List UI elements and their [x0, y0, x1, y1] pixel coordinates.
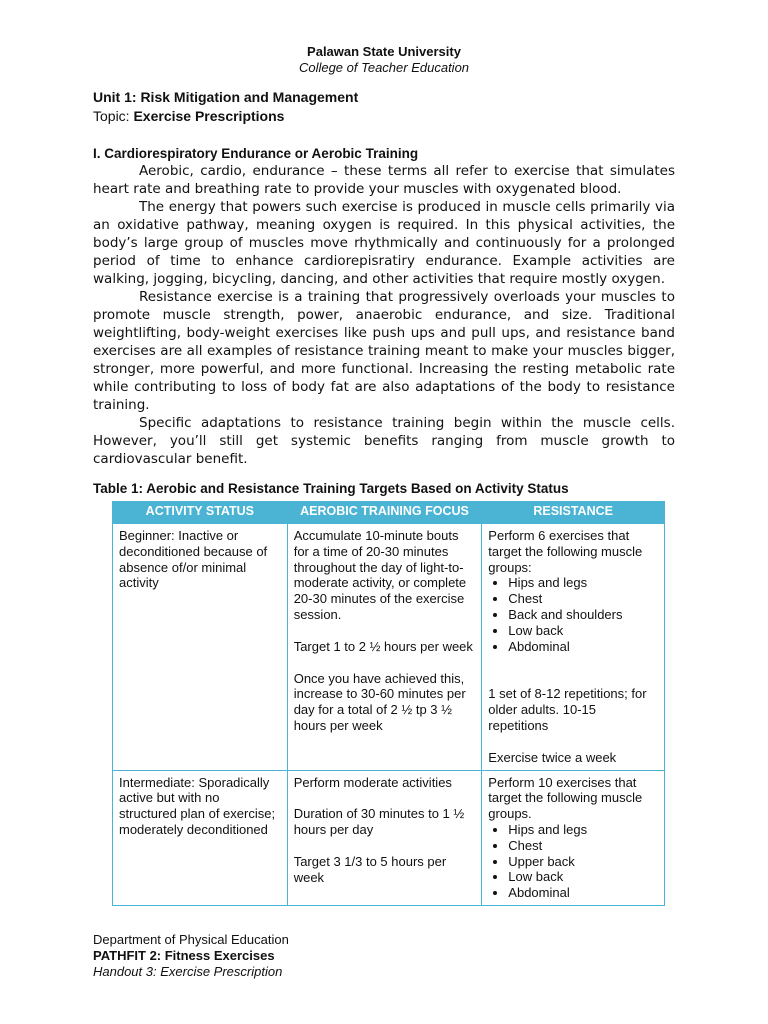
body-text	[93, 162, 675, 468]
table-row	[113, 524, 665, 771]
university-name: Palawan State University	[307, 44, 461, 59]
section-heading: I. Cardiorespiratory Endurance or Aerobic Training	[93, 146, 419, 161]
aerobic-cell	[287, 770, 482, 905]
muscle-group-list	[488, 822, 658, 901]
list-item: • Upper back	[508, 854, 658, 870]
resistance-intro: Perform 6 exercises that target the following muscle groups:	[488, 528, 643, 575]
list-item: • Hips and legs	[508, 575, 658, 591]
column-header: AEROBIC TRAINING FOCUS	[287, 502, 482, 524]
aerobic-text: Target 3 1/3 to 5 hours per week	[293, 853, 447, 885]
muscle-group-list	[488, 575, 658, 654]
list-item: • Hips and legs	[508, 822, 658, 838]
list-item: • Low back	[508, 869, 658, 885]
status-text: Intermediate: Sporadically active but with no structured plan of exercise; moderately deconditioned	[119, 774, 276, 837]
column-header: RESISTANCE	[482, 502, 665, 524]
paragraph: Specific adaptations to resistance training begin within the muscle cells. However, you’ll still get systemic benefits ranging from muscle growth to cardiovascular benefit.	[93, 415, 675, 467]
document-footer	[93, 932, 289, 980]
resistance-text: 1 set of 8-12 repetitions; for older adults. 10-15 repetitions	[488, 686, 647, 733]
aerobic-text: Duration of 30 minutes to 1 ½ hours per day	[293, 806, 465, 838]
topic-line	[93, 108, 284, 124]
resistance-text: Exercise twice a week	[488, 749, 617, 765]
training-targets-table	[112, 501, 665, 906]
resistance-cell	[482, 524, 665, 771]
topic-label: Topic:	[93, 108, 134, 124]
resistance-cell	[482, 770, 665, 905]
aerobic-text: Accumulate 10-minute bouts for a time of 20-30 minutes throughout the day of light-to-moderate activity, or complete 20-30 minutes of the exercise session.	[293, 528, 467, 622]
aerobic-text: Target 1 to 2 ½ hours per week	[293, 638, 473, 654]
paragraph: The energy that powers such exercise is produced in muscle cells primarily via an oxidative pathway, meaning oxygen is required. In this physical activities, the body’s large group of muscles move rhythmically and continuously for a prolonged period of time to enhance cardiorepisratiry endurance. Example activities are walking, jogging, bicycling, dancing, and other activities that require mostly oxygen.	[93, 199, 675, 287]
topic-value: Exercise Prescriptions	[133, 108, 285, 124]
status-cell	[113, 770, 288, 905]
list-item: • Chest	[508, 591, 658, 607]
list-item: • Chest	[508, 838, 658, 854]
table-caption: Table 1: Aerobic and Resistance Training Targets Based on Activity Status	[93, 481, 569, 496]
aerobic-text: Once you have achieved this, increase to 30-60 minutes per day for a total of 2 ½ tp 3 ½ hours per week	[293, 670, 466, 733]
college-name: College of Teacher Education	[298, 60, 470, 75]
list-item: • Abdominal	[508, 639, 658, 655]
list-item: • Low back	[508, 623, 658, 639]
table-header-row	[113, 502, 665, 524]
list-item: • Back and shoulders	[508, 607, 658, 623]
footer-course: PATHFIT 2: Fitness Exercises	[93, 948, 275, 963]
list-item: • Abdominal	[508, 885, 658, 901]
status-cell	[113, 524, 288, 771]
aerobic-cell	[287, 524, 482, 771]
paragraph: Resistance exercise is a training that progressively overloads your muscles to promote muscle strength, power, anaerobic endurance, and size. Traditional weightlifting, body-weight exercises like push ups and pull ups, and resistance band exercises are all examples of resistance training meant to make your muscles bigger, stronger, more powerful, and more functional. Increasing the resting metabolic rate while contributing to loss of body fat are also adaptations of the body to resistance training.	[93, 289, 675, 413]
table-row	[113, 770, 665, 905]
resistance-intro: Perform 10 exercises that target the following muscle groups.	[488, 774, 643, 822]
document-header	[0, 44, 768, 76]
paragraph: Aerobic, cardio, endurance – these terms all refer to exercise that simulates heart rate and breathing rate to provide your muscles with oxygenated blood.	[93, 163, 675, 197]
aerobic-text: Perform moderate activities	[293, 774, 452, 790]
footer-handout: Handout 3: Exercise Prescription	[93, 964, 283, 979]
status-text: Beginner: Inactive or deconditioned because of absence of/or minimal activity	[119, 528, 268, 591]
column-header: ACTIVITY STATUS	[113, 502, 288, 524]
footer-department: Department of Physical Education	[93, 932, 289, 947]
unit-title: Unit 1: Risk Mitigation and Management	[93, 89, 359, 105]
